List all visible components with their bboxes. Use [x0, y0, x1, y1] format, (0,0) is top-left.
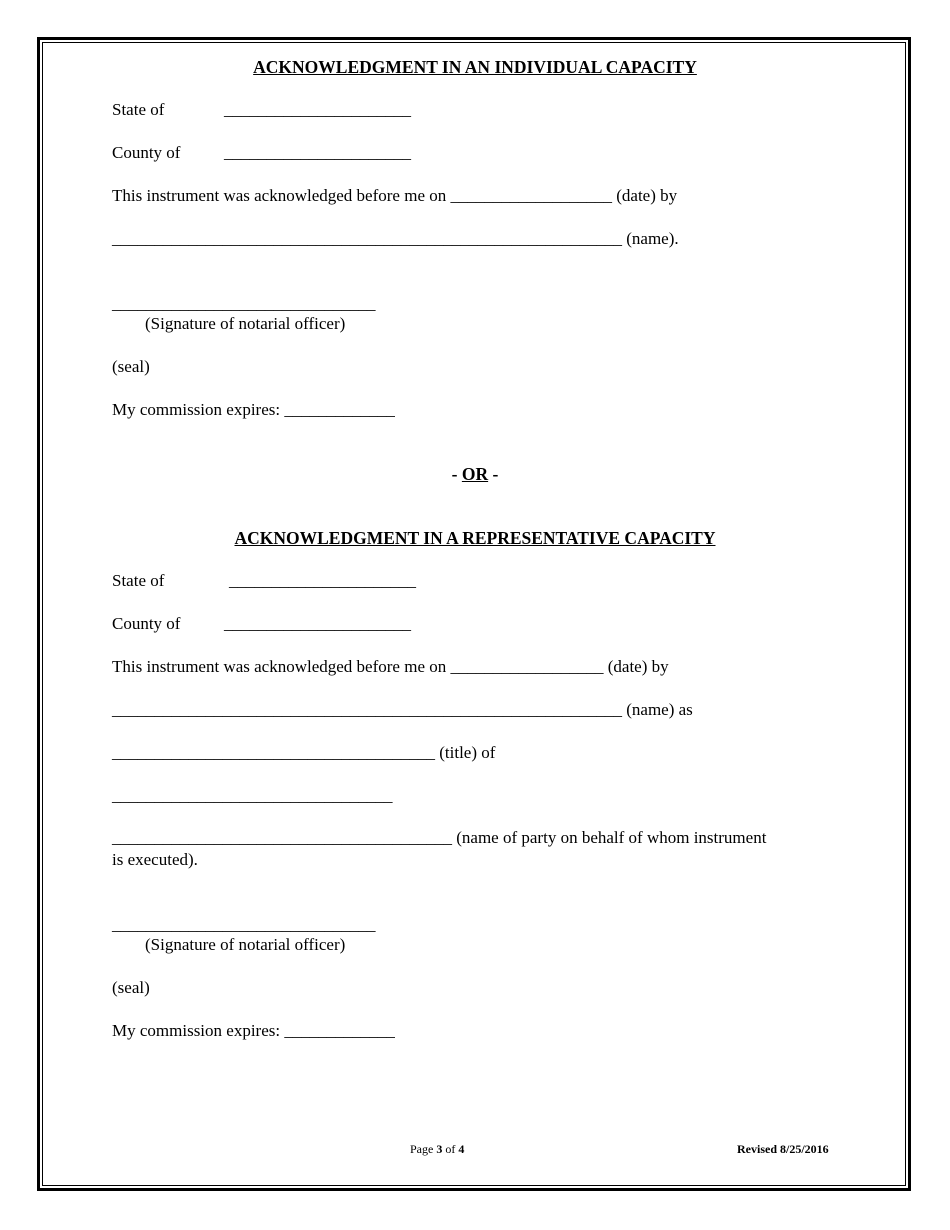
state-label: State of [112, 100, 165, 119]
signature-field[interactable]: _______________________________ [112, 915, 376, 934]
party-name-line-continued: is executed). [112, 850, 198, 869]
instrument-date-line[interactable]: This instrument was acknowledged before me on __________________ (date) by [112, 657, 669, 676]
seal-label: (seal) [112, 978, 150, 997]
or-divider: - OR - [451, 464, 499, 484]
or-word: OR [461, 464, 489, 484]
name-line[interactable]: ____________________________________________________________ (name). [112, 229, 679, 248]
name-line[interactable]: ____________________________________________________________ (name) as [112, 700, 693, 719]
page-number: Page 3 of 4 [410, 1142, 465, 1156]
signature-caption: (Signature of notarial officer) [145, 935, 346, 954]
signature-caption: (Signature of notarial officer) [145, 314, 346, 333]
seal-label: (seal) [112, 357, 150, 376]
instrument-date-line[interactable]: This instrument was acknowledged before me on ___________________ (date) by [112, 186, 678, 205]
state-field[interactable]: ______________________ [229, 571, 416, 590]
commission-expires-line[interactable]: My commission expires: _____________ [112, 1021, 395, 1040]
commission-expires-line[interactable]: My commission expires: _____________ [112, 400, 395, 419]
county-label: County of [112, 614, 181, 633]
party-name-line[interactable]: ________________________________________ (name of party on behalf of whom instrument [112, 828, 767, 847]
county-field[interactable]: ______________________ [224, 143, 411, 162]
state-field[interactable]: ______________________ [224, 100, 411, 119]
heading-representative: ACKNOWLEDGMENT IN A REPRESENTATIVE CAPACITY [234, 528, 716, 548]
party-blank[interactable]: _________________________________ [112, 786, 393, 805]
title-line[interactable]: ______________________________________ (title) of [112, 743, 496, 762]
county-field[interactable]: ______________________ [224, 614, 411, 633]
heading-individual: ACKNOWLEDGMENT IN AN INDIVIDUAL CAPACITY [253, 57, 697, 77]
signature-field[interactable]: _______________________________ [112, 294, 376, 313]
revised-date: Revised 8/25/2016 [737, 1142, 829, 1156]
state-label: State of [112, 571, 165, 590]
county-label: County of [112, 143, 181, 162]
